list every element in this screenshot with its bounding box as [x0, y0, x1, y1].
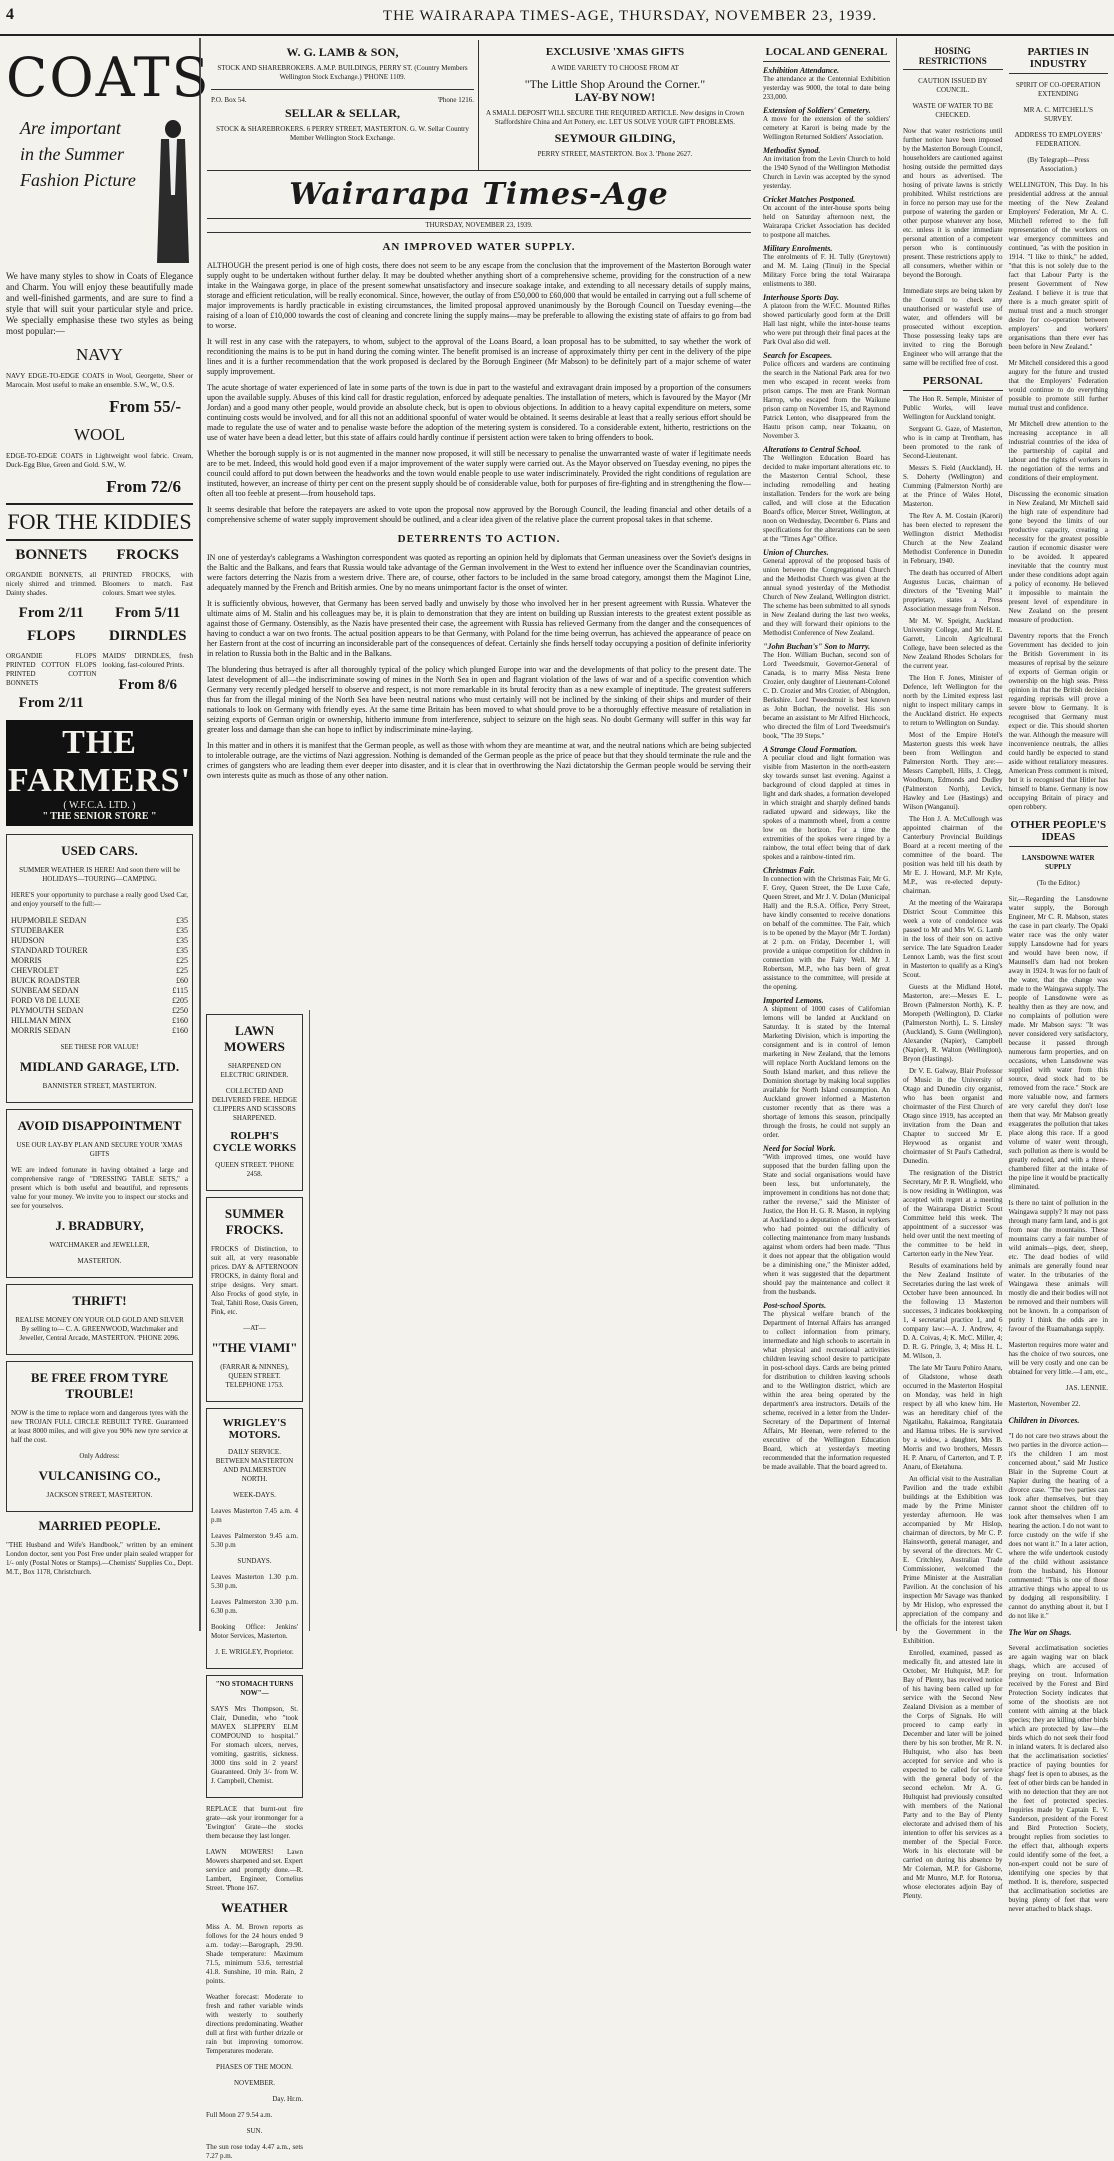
rolph-addr: QUEEN STREET. 'PHONE 2458. [215, 1161, 294, 1178]
local-item-heading: Military Enrolments. [763, 244, 833, 253]
avoid-text: WE are indeed fortunate in having obtained a large and comprehensive range of "DRESSING TABLE SETS," a present which is both useful and beautiful, and represents value for your money. We invite you to inspect our stocks and see for yourselves. [11, 1166, 188, 1210]
farmers-name: THE FARMERS' [8, 724, 192, 799]
sun-line: The sun rose today 4.47 a.m., sets 7.27 p.m. [206, 2143, 303, 2160]
local-item-text: On account of the inter-house sports being held on Saturday afternoon next, the Wairarapa Cricket Association has decided to postpone all matches. [763, 204, 890, 239]
personal-item: Most of the Empire Hotel's Masterton guests this week have been from Wellington and Palmerston North. They are:—Messrs Campbell, Hills, J. Clegg, Woodburn, Edmonds and Dudley (Palmerston North), Levick, Hawley and Lee (Hastings) and Wilson (Wanganui). [903, 731, 1003, 811]
local-item-heading: "John Buchan's" Son to Marry. [763, 642, 871, 651]
ideas-editor: (To the Editor.) [1036, 879, 1080, 887]
married-ad [6, 1518, 193, 1577]
wrigley-office: Booking Office: Jenkins' Motor Services, Masterton. [211, 1623, 298, 1640]
hosing-title: HOSING RESTRICTIONS [903, 46, 1003, 70]
car-model: STANDARD TOURER [11, 946, 88, 955]
summer-frocks-at: —AT— [243, 1324, 266, 1332]
column-1 [0, 38, 211, 1631]
tyre-addr: Only Address: [79, 1452, 120, 1460]
wrigley-title: WRIGLEY'S MOTORS. [222, 1417, 287, 1441]
viami-name: "THE VIAMI" [211, 1340, 298, 1355]
thrift-ad [6, 1284, 193, 1355]
weather-title: WEATHER [221, 1900, 288, 1915]
top-ads [207, 40, 751, 171]
car-price: £60 [176, 976, 188, 985]
industry-p1: WELLINGTON, This Day. In his presidential address at the annual meeting of the New Zealand Employers' Federation, Mr A. C. Mitchell referred to the full representation of the workers on war emergency committees and continued, "as with the position in 1914. "I like to think," he added, "that this is not solely due to the fact that Labour Party is the present Government of New Zealand. I believe it is true that there is a much greater spirit of mutual trust and a much stronger desire for co-operation between employers' and workers' organisations than there ever has been before in New Zealand." [1008, 181, 1108, 351]
personal-item: Results of examinations held by the New Zealand Institute of Secretaries during the last week of October have been announced. In the following 13 Masterton successes, 3 indicates bookkeeping 1, 4 secretarial practice 1, and 6 company law:—A. J. Andrew, 4; D. A. Coivas, 4; K. McC. Miller, 4; D. R. G. Pringle, 3, 4; Miss H. L. M. Wilson, 3. [903, 1262, 1003, 1360]
avoid-sub: USE OUR LAY-BY PLAN AND SECURE YOUR 'XMAS GIFTS [16, 1141, 183, 1158]
local-item-text: An invitation from the Levin Church to hold the 1940 Synod of the Wellington Methodist Church in Levin was accepted by the synod yesterday. [763, 155, 890, 190]
wrigley-weekdays: WEEK-DAYS. [233, 1491, 276, 1499]
local-item-text: The Wellington Education Board has decided to make important alterations etc. to the Masterton Central School, these including remodelling and heating installation. Tenders for the work are being called, and will close at the Education Board's office, Mercer Street, Wellington, at noon on Wednesday, December 6. Plans and specifications for the alterations can be seen at the "Times Age" Office. [763, 454, 890, 543]
car-model: HILLMAN MINX [11, 1016, 72, 1025]
vulcanising-name: VULCANISING CO., [38, 1468, 161, 1483]
editorial-2-p3: The blundering thus betrayed is after all thoroughly typical of the policy which plunged Europe into war and the developments of that policy to the present date. The latest development of all—the indiscriminate sowing of mines in the North Sea in open and flagrant violation of the laws of war and of a specific convention which Germany very recently pledged herself to observe and respect, is not more remarkable in its brutal ferocity than as a new example of ineptitude. The greatest sufferers thus far from the illegal mining of the North Sea have been neutral nations who must certainly will not be inclined by the sinking of their ships and murder of their nationals to look on Germany with friendly eyes. At the same time Britain has been moved to what should prove to be a thoroughly effective measure of retaliation in seizing exports of German origin or ownership, hitherto immune from interference, subject to seizure on the high seas. No doubt Germany will suffer in this way far greater loss and damage than she can hope to inflict by indiscriminate mine-laying. [207, 665, 751, 734]
flops-heading: FLOPS [27, 628, 76, 644]
local-item-heading: Post-school Sports. [763, 1301, 827, 1310]
personal-items [903, 395, 1003, 1901]
editorial-2-p4: In this matter and in others it is manifest that the German people, as well as those with whom they are meantime at war, and the neutral nations which are being subjected to intolerable outrage, are the victims of Nazi aggression. Nothing is demanded of the German people as the price of peace but that they should terminate the rule and the crimes of gangsters who are leading them ever deeper into disaster, and it is clear that in overthrowing the Nazi dictatorship the German people would be serving their own interests quite as much as those of any other nation. [207, 741, 751, 780]
tyre-ad [6, 1361, 193, 1512]
shags-heading: The War on Shags. [1008, 1628, 1072, 1637]
industry-sub2: MR A. C. MITCHELL'S SURVEY. [1023, 106, 1094, 123]
farmers-sub: ( W.F.C.A. LTD. ) [63, 800, 136, 811]
car-price: £25 [176, 966, 188, 975]
page-header [0, 0, 1114, 36]
editorial-column [200, 38, 757, 1631]
car-row [11, 1026, 188, 1036]
used-cars-foot: SEE THESE FOR VALUE! [60, 1043, 139, 1051]
replace-ad: REPLACE that burnt-out fire grate—ask your ironmonger for a 'Ewington' Grate—the stocks them because they last longer. [206, 1805, 303, 1840]
midland-address: BANNISTER STREET, MASTERTON. [42, 1082, 157, 1090]
wool-heading: WOOL [74, 425, 125, 444]
farmers-tagline: " THE SENIOR STORE " [42, 811, 157, 822]
car-row [11, 946, 188, 956]
industry-p4: Discussing the economic situation in New Zealand, Mr Mitchell said the high rate of expenditure had gone beyond the limits of our productive capacity, creating a necessity for the greatest possible caution if economic disaster were to be avoided. It appeared inevitable that the country must under these conditions adopt again a policy of economy. He believed it impossible to maintain the present level of expenditure in New Zealand on the present measure of production. [1008, 490, 1108, 624]
hosing-personal [903, 40, 1003, 1921]
car-price: £205 [172, 996, 188, 1005]
local-item-heading: Interhouse Sports Day. [763, 293, 839, 302]
bradbury-name: J. BRADBURY, [55, 1218, 144, 1233]
viami-sub: (FARRAR & NINNES), QUEEN STREET. TELEPHONE 1753. [220, 1363, 289, 1389]
car-price: £35 [176, 926, 188, 935]
personal-item: The resignation of the District Secretary, Mr P. R. Wingfield, who is now residing in Wellington, was accepted with regret at a meeting of the Wairarapa District Scout Committee held this week. The appointment of a successor was held over until the next meeting of the committee to be held in Carterton early in the New Year. [903, 1169, 1003, 1258]
editorial-2-p2: It is sufficiently obvious, however, that Germany has been served badly and unwisely by those who involved her in her present agreement with Russia. Whatever the ultimate aims of M. Stalin and his colleagues may be, it is plain to demonstration that they are intent on building up Russian interests to the greatest extent possible as against those of Germany. Ostensibly, as the Nazis have presented their case, the agreement with Russia has relieved Germany from the danger and the consequences of having to conduct a war on two fronts. The actual position appears to be that Germany, with Poland for the time being overrun, has achieved the appearance of peace on her Eastern front at the cost of incurring an inconsiderable part of the consequences of defeat. Certainly she finds herself today occupying a position of definite inferiority in relation to Russia both in the Baltic and in the Balkans. [207, 599, 751, 658]
local-item-heading: Imported Lemons. [763, 996, 824, 1005]
lawnmowers-ad: LAWN MOWERS! Lawn Mowers sharpened and set. Expert service and promptly done.—R. Lambert, Engineer, Cornelius Street. 'Phone 167. [206, 1848, 303, 1892]
local-item-text: A move for the extension of the soldiers' cemetery at Karori is being made by the Wellington Returned Soldiers' Association. [763, 115, 890, 141]
industry-p3: Mr Mitchell drew attention to the increasing acceptance in all industrial countries of the idea of the partnership of capital and labour and the rights of workers in the negotiation of the terms and conditions of their employment. [1008, 420, 1108, 482]
car-row [11, 916, 188, 926]
xmas-text: A SMALL DEPOSIT WILL SECURE THE REQUIRED ARTICLE. New designs in Crown Staffordshire China and Art Pottery, etc. LET US SOLVE YOUR GIFT PROBLEMS. [485, 109, 745, 126]
shags-text: Several acclimatisation societies are again waging war on black shags, which are accused of preying on trout. Information received by the Forest and Bird Protection Society indicates that some of the shootists are not content with aiming at the black species; they are killing other birds which are protected by law—the birds which do not seek their food in inland waters. It is declared also that the acclimatisation societies' practice of paying bounties for shags' feet is open to abuses, as the feet of other birds can be handed in with no detection that they are not the feet of protected species. Inquiries made by Captain E. V. Sanderson, president of the Forest and Bird Protection Society, brought replies from societies to the effect that, although experts could identify some of the feet, a non-expert could not be sure of identifying one species by that method. It is, therefore, suspected that acclimatisation societies are buying plenty of feet that were never attached to black shags. [1008, 1644, 1108, 1913]
personal-item: The Rev A. M. Costain (Karori) has been elected to represent the Wellington district Methodist Church at the New Zealand Methodist Conference in Dunedin in February, 1940. [903, 512, 1003, 565]
car-price: £35 [176, 916, 188, 925]
local-general-column [757, 38, 897, 1631]
moon-title: PHASES OF THE MOON. [216, 2063, 293, 2071]
frocks-heading: FROCKS [116, 547, 179, 563]
wool-price: From 72/6 [106, 477, 181, 496]
gilding-name: SEYMOUR GILDING, [554, 131, 676, 145]
personal-item: The late Mr Tauru Pohiro Anaru, of Gladstone, whose death occurred in the Masterton Hospital on Monday, was held in high respect by all who knew him. He was an hereditary chief of the Ngatikahu, Rakaimoa, Rangitataia and Hamua tribes. He is survived by a widow, a daughter, Mrs B. Morris and two brothers, Messrs H. P. Anaru, of Carterton, and T. P. Anaru, of Eketahuna. [903, 1364, 1003, 1471]
sun-title: SUN. [246, 2127, 263, 2135]
car-row [11, 966, 188, 976]
local-item-text: The physical welfare branch of the Department of Internal Affairs has arranged to collect information from primary, intermediate and high schools to ascertain in what physical and recreational activities children leaving school desire to participate in post-school days. Cards are being printed for distribution to children leaving schools and to the Wellington district, which are within the area being operated by the department's area instructors. Details of the scheme, received in a letter from the Under-Secretary of the Department of Internal Affairs, Mr Heenan, were referred to the executive of the Wellington Education Board, which at yesterday's meeting recommended that the information requested be made available. That the board agreed to. [763, 1310, 890, 1471]
farmers-logo [6, 720, 193, 826]
local-item-heading: Christmas Fair. [763, 866, 816, 875]
right-column [897, 38, 1114, 1913]
personal-item: The Hon J. A. McCullough was appointed chairman of the Canterbury Provincial Buildings Board at a recent meeting of the committee of the board. The position was held till his death by Mr E. J. Howard, M.P. Mr Kyle, M.P., was re-elected deputy-chairman. [903, 815, 1003, 895]
local-item-text: A peculiar cloud and light formation was visible from Masterton in the north-eastern sky towards sunset last evening. Against a background of cloud dappled at times in light and dark shades, a formation developed in which straight and sharply defined bands radiated upward and sideways, like the spokes of a mammoth wheel, from a centre low on the horizon. For a time the extremities of the spokes were ringed by a rainbow, the total effect being that of dark spokes and a rainbow-tinted rim. [763, 754, 890, 861]
editorial-1-p1: ALTHOUGH the present period is one of high costs, there does not seem to be any escape from the conclusion that the improvement of the Masterton Borough water supply ought to be undertaken without further delay. It may be doubted whether anything short of a comprehensive scheme, providing for the construction of a new intake in the Waingawa gorge, in place of the present somewhat unsatisfactory and insecure soakage intake, and extending to all necessary details of supply mains, storage and efficient reticulation, will be really economical. Since, however, the outlay of from £50,000 to £60,000 that would be entailed in carrying out a full scheme of major improvements is hardly practicable in existing circumstances, the limited proposal approved unanimously by the Borough Council on Tuesday evening—the raising of a loan of £10,000 towards the cost of cleaning and concrete lining the supply mains—may be preferable to allowing the existing state of affairs to go from bad to worse. [207, 261, 751, 330]
married-text: "THE Husband and Wife's Handbook," written by an eminent London doctor, sent you Post Free under plain sealed wrapper for 1/- only (Postal Notes or Stamps).—Chemists' Supplies Co., Dept. M.T., Box 1178, Christchurch. [6, 1541, 193, 1576]
car-model: HUPMOBILE SEDAN [11, 916, 87, 925]
car-model: FORD V8 DE LUXE [11, 996, 80, 1005]
hosing-sub2: WASTE OF WATER TO BE CHECKED. [912, 102, 993, 119]
divorce-heading: Children in Divorces. [1008, 1416, 1080, 1425]
car-model: SUNBEAM SEDAN [11, 986, 79, 995]
page-number: 4 [6, 6, 14, 23]
dirndles-heading: DIRNDLES [108, 628, 187, 644]
wrigley-sundays: SUNDAYS. [237, 1557, 272, 1565]
personal-item: Dr V. E. Galway, Blair Professor of Music in the University of Otago and Dunedin city organist, who has been organist and choirmaster of the First Church of Otago since 1919, has accepted an invitation from the Dean and Chapter to succeed Mr E. Heywood as organist and choirmaster of St Paul's Cathedral, Dunedin. [903, 1067, 1003, 1165]
local-item-text: General approval of the proposed basis of union between the Congregational Church and the Methodist Church was given at the annual synod yesterday of the Methodist Church of New Zealand, Wellington district. The scheme has been submitted to all synods in New Zealand during the last two weeks, and they will forward their opinions to the Methodist Conference of New Zealand. [763, 557, 890, 637]
vulcanising-street: JACKSON STREET, MASTERTON. [46, 1491, 153, 1499]
moon-full: Full Moon 27 9.54 a.m. [206, 2111, 273, 2119]
local-item-text: The attendance at the Centennial Exhibition yesterday was 9000, the total to date being 233,000. [763, 75, 890, 101]
local-item-text: "With improved times, one would have supposed that the burden falling upon the State and social organisations would have been less, but unfortunately, the improvement in conditions has not done that; rather the reverse," said the Minister of Justice, the Hon H. G. R. Mason, in replying at Auckland to a deputation of social workers who had pointed out the difficulty of collecting maintenance from many husbands against whom orders had been made. "Thus it does not appear that the obligation would be a diminishing one," the Minister added, when it was suggested that the department should pay the maintenance and collect it from the husbands. [763, 1153, 890, 1296]
xmas-title: EXCLUSIVE 'XMAS GIFTS [545, 46, 685, 58]
xmas-ad [479, 40, 751, 170]
local-item-heading: Need for Social Work. [763, 1144, 836, 1153]
dirndles-text: MAIDS' DIRNDLES, fresh looking, fast-coloured Prints. [102, 652, 193, 669]
editorial-1-p3: The acute shortage of water experienced of late in some parts of the town is due in part to the wasteful and extravagant drain imposed by a proportion of the consumers upon the available supply. Abuses of this kind call for drastic regulation, enforced by adequate penalties. The installation of meters, which is favoured by the Mayor (Mr Jordan) and a good many other people, would provide an absolute check, but is open to obvious objections. In addition to a heavy capital expenditure on meters, some continuing costs would be involved, and for all this not an additional spoonful of water would be obtained. It seems desirable at least that a really serious effort should be made to regulate the use of water and to penalise waste before the adoption of the metering system is considered. To a considerable extent, hitherto, restrictions on the use of water have been a dead letter, but this state of affairs could hardly continue if persistent action were taken to bring offenders to book. [207, 383, 751, 442]
industry-title: PARTIES IN INDUSTRY [1009, 46, 1109, 74]
personal-item: Mr M. W. Speight, Auckland University College, and Mr H. E. Garrett, Lincoln Agricultural College, have been selected as the New Zealand Rhodes Scholars for the current year. [903, 617, 1003, 670]
local-item-text: A shipment of 1000 cases of Californian lemons will be landed at Auckland on Saturday. It is stated by the Internal Marketing Division, which is importing the consignment and is in control of lemon marketing in New Zealand, that the lemons will replace North Auckland lemons on the South Island market, and thus relieve the Dominion shortage by making local supplies available for North Island consumption. An Auckland grower informed a Masterton customer recently that as there was a shortage of lemons this season, principally through the frosts, he could not supply an order. [763, 1005, 890, 1139]
woman-illustration [153, 115, 193, 265]
car-price: £160 [172, 1026, 188, 1035]
car-model: STUDEBAKER [11, 926, 64, 935]
local-item-text: Police officers and wardens are continuing the search in the National Park area for two men who escaped in recent weeks from prison camps. The men are Frank Norman Harrop, who escaped from the Waikune prison camp on November 15, and Raymond Patrick Lenton, who disappeared from the Hautu prison camp, near Tokaanu, on November 3. [763, 360, 890, 440]
navy-heading: NAVY [76, 345, 123, 364]
ideas-title: OTHER PEOPLE'S IDEAS [1009, 819, 1109, 847]
car-price: £25 [176, 956, 188, 965]
car-model: CHEVROLET [11, 966, 59, 975]
used-cars-title: USED CARS. [61, 843, 138, 858]
car-price-list [11, 916, 188, 1036]
local-item-heading: Union of Churches. [763, 548, 829, 557]
masthead-line: THE WAIRARAPA TIMES-AGE, THURSDAY, NOVEMBER 23, 1939. [382, 8, 878, 24]
hosing-p1: Now that water restrictions until further notice have been imposed by the Masterton Borough Council, householders are cautioned against hosing outside the permitted days and hours as advertised. The hosing of private lawns is strictly prohibited. Whilst restrictions are in force no person may use for the purpose of watering the garden or other purpose whatever any hose, etc. unless it is under immediate personal attention of a competent person who is continuously present. These restrictions apply to all consumers, whether within or beyond the Borough. [903, 127, 1003, 279]
personal-item: Enrolled, examined, passed as medically fit, and attested late in October, Mr Hultquist, M.P. for Bay of Plenty, has received notice of his having been called up for service with the Second New Zealand Division as a member of the Corps of Signals. He will proceed to camp early in December and later will be joined there by his son brother, Mr R. N. Hultquist, who also has been accepted for service and who is expected to be called for service with the general body of the second echelon. Mr A. G. Hultquist had previously consulted with members of the National Party and to the Bay of Plenty electorate and advised them of his intention to offer his services as a member of the Special Force. Work in his electorate will be carried on during his absence by Mr Coleman, M.P. for Gisborne, and Mr Munro, M.P. for Rotorua, whose electorates adjoin Bay of Plenty. [903, 1649, 1003, 1900]
bonnets-text: ORGANDIE BONNETS, all nicely shirred and trimmed. Dainty shades. [6, 571, 97, 597]
xmas-sub: A WIDE VARIETY TO CHOOSE FROM AT [551, 64, 679, 72]
stomach-ad [206, 1675, 303, 1798]
rolph-name: ROLPH'S CYCLE WORKS [212, 1130, 297, 1154]
car-row [11, 1016, 188, 1026]
industry-p2: Mr Mitchell considered this a good augury for the future and trusted that the Employers' Federation would continue to do everything possible to promote still further mutual trust and confidence. [1008, 359, 1108, 412]
industry-byline: (By Telegraph—Press Association.) [1027, 156, 1090, 173]
tyre-title: BE FREE FROM TYRE TROUBLE! [30, 1370, 169, 1401]
personal-item: At the meeting of the Wairarapa District Scout Committee this week a vote of condolence was passed to Mr and Mrs W. G. Lamb in the loss of their son on active service. The late Squadron Leader Lennox Lamb, was the first scout in Masterton to qualify as a King's Scout. [903, 899, 1003, 979]
sellar-phone: 'Phone 1216. [437, 96, 474, 104]
local-item-heading: Methodist Synod. [763, 146, 821, 155]
stomach-title: "NO STOMACH TURNS NOW"— [215, 1680, 294, 1697]
car-price: £160 [172, 1016, 188, 1025]
moon-dayhr: Day. Hr.m. [272, 2095, 303, 2103]
flops-price: From 2/11 [18, 695, 84, 711]
broker-ads [207, 40, 479, 170]
summer-frocks-text: FROCKS of Distinction, to suit all, at very reasonable prices. DAY & AFTERNOON FROCKS, in dainty floral and stripe designs. Very smart. Also Frocks of good style, in Teal, Tahiti Rose, Oasis Green, Pink, etc. [211, 1245, 298, 1316]
used-cars-intro: HERE'S your opportunity to purchase a really good Used Car, and enjoy yourself to the full:— [11, 891, 188, 908]
ideas-p3: Masterton requires more water and has the choice of two sources, one will be very costly and one can be obtained for very little.—I am, etc., [1008, 1341, 1108, 1376]
mowers-text: COLLECTED AND DELIVERED FREE. HEDGE CLIPPERS AND SCISSORS SHARPENED. [211, 1087, 298, 1122]
bradbury-town: MASTERTON. [77, 1257, 122, 1265]
tagline-3: Fashion Picture [20, 170, 136, 190]
frocks-price: From 5/11 [115, 605, 181, 621]
editorial-2-p1: IN one of yesterday's cablegrams a Washington correspondent was quoted as reporting an opinion held by diplomats that German uneasiness over the Soviet's designs in the Baltic and the Balkans, and fears that Russia would take advantage of the German involvement in the West to extend her influence over the Scandinavian countries, were factors deterring the Nazis from a western drive. There are, of course, other factors to be included in the same broad category, amongst them the Maginot Line, adequately manned by the French and British armies. One by no means unimportant factor is the onset of winter. [207, 553, 751, 592]
car-price: £250 [172, 1006, 188, 1015]
car-row [11, 956, 188, 966]
industry-sub: SPIRIT OF CO-OPERATION EXTENDING [1015, 81, 1101, 98]
car-row [11, 926, 188, 936]
avoid-title: AVOID DISAPPOINTMENT [17, 1118, 182, 1133]
tagline-2: in the Summer [20, 144, 124, 164]
local-item-text: A platoon from the W.F.C. Mounted Rifles showed particularly good form at the Drill Hall last night, while the inter-house teams who were put through their final paces at the Park Oval also did well. [763, 302, 890, 346]
car-model: BUICK ROADSTER [11, 976, 81, 985]
tagline-1: Are important [20, 118, 121, 138]
lamb-name: W. G. LAMB & SON, [286, 45, 399, 59]
mowers-sub: SHARPENED ON ELECTRIC GRINDER. [220, 1062, 289, 1079]
editorial-1-p4: Whether the borough supply is or is not augmented in the manner now proposed, it will still be necessary to penalise the unwarranted waste of water if legitimate needs are to be met. Indeed, this would hold good even if a major improvement of the water supply were carried out. As the Mayor observed on Tuesday evening, no pipes the council could afford to put down between the headworks and the town would enable people to use water indiscriminately. Provided the right conditions of regulation are instituted, however, an increase of thirty per cent on the present supply should be of considerable value, both for purposes of fire-fighting and in strengthening the flow—often all too feeble at present—from household taps. [207, 449, 751, 498]
personal-item: The Hon F. Jones, Minister of Defence, left Wellington for the north by the Limited express last night to inspect military camps in the Auckland district. He expects to return to Wellington on Sunday. [903, 674, 1003, 727]
car-row [11, 986, 188, 996]
weather-forecast: Weather forecast: Moderate to fresh and rather variable winds with westerly to southerly directions predominating. Weather dull at first with further drizzle or rain but improving tomorrow. Temperatures moderate. [206, 1993, 303, 2055]
navy-price: From 55/- [109, 397, 181, 416]
moon-month: NOVEMBER. [233, 2079, 276, 2087]
local-item-text: The enrolments of F. H. Tully (Greytown) and M. M. Laing (Tinui) in the Special Military Force bring the total Wairarapa enlistments to 380. [763, 253, 890, 288]
divorce-text: "I do not care two straws about the two parties in the divorce action—it's the children I am most concerned about," said Mr Justice Blair in the Supreme Court at Napier during the hearing of a divorce case. "The two parties can look after themselves, but they cannot shoot the children off to look after themselves when I am hearing the action. I do not want to force custody on the wife if she does not want it." In a later action, where the wife undertook custody of the child without assistance from the husband, his Honour commented: "This is one of those attractive things who appeal to us by dodging all responsibility. I cannot do anything about it, but I do not like it." [1008, 1432, 1108, 1620]
personal-title: PERSONAL [903, 375, 1003, 391]
local-item-heading: A Strange Cloud Formation. [763, 745, 858, 754]
used-cars-sub: SUMMER WEATHER IS HERE! And soon there will be HOLIDAYS—TOURING—CAMPING. [19, 866, 180, 883]
car-model: MORRIS [11, 956, 42, 965]
local-item-heading: Alterations to Central School. [763, 445, 862, 454]
industry-ideas [1009, 40, 1109, 1921]
local-item-heading: Cricket Matches Postponed. [763, 195, 856, 204]
bradbury-trade: WATCHMAKER and JEWELLER, [49, 1241, 150, 1249]
ideas-date: Masterton, November 22. [1008, 1400, 1081, 1408]
flops-text: ORGANDIE FLOPS PRINTED COTTON FLOPS PRINTED COTTON BONNETS [6, 652, 97, 687]
local-item-heading: Exhibition Attendance. [763, 66, 840, 75]
personal-item: Guests at the Midland Hotel, Masterton, are:—Messrs E. L. Brown (Palmerston North), K. P. Morepeth (Wellington), D. Clarke (Palmerston North), L. S. Linsley (Auckland), S. Gunn (Wellington), Alexander (Napier), Campbell (Napier), R. Walton (Wellington), Bryon (Hastings). [903, 983, 1003, 1063]
xmas-layby: LAY-BY NOW! [574, 90, 656, 104]
summer-frocks-title: SUMMER FROCKS. [224, 1206, 285, 1237]
editorial-1-p2: It will rest in any case with the ratepayers, to whom, subject to the approval of the Loans Board, a loan proposal has to be submitted, to say whether the work of reconditioning the mains is to be put in hand during the coming winter. The benefit promised is an increase of approximately thirty per cent in the delivery of the pipe lines and it is a further recommendation that the work proposed is declared by the Borough Engineer (Mr Mabson) to be definitely part of a major scheme of water supply improvement. [207, 337, 751, 376]
ideas-p1: Sir,—Regarding the Lansdowne water supply, the Borough Engineer, Mr C. R. Mabson, states the case in part clearly. The Opaki water race was the only water supply Lansdowne had for years and would have been now, if Maunsell's dam had not broken away in 1924. It was for no fault of the water, that the change was made to the Waingawa supply. The people of Lansdowne were as healthy then as they are now, and no complaints of pollution were made. Mr Mabson says: "It was never considered very satisfactory, because it passed through numerous farm properties, and on occasions, when Lansdowne was supplied with water from this source, dead stock had to be removed from the race." Stock are more valuable now, and farmers are very careful they don't lose them that way. Mr Mabson greatly exaggerates the pollution that takes place along this race. If a good volume of water went through, such pollution as there is would be greatly reduced, and with a three-chambered filter at the intake of the pipe line it would be practically eliminated. [1008, 895, 1108, 1191]
sellar-name: SELLAR & SELLAR, [284, 106, 401, 120]
car-model: PLYMOUTH SEDAN [11, 1006, 84, 1015]
hosing-p2: Immediate steps are being taken by the Council to check any unauthorised or wasteful use of water, and offenders will be prosecuted without exception. Those possessing leaky taps are invited to ring the Borough Engineer who will arrange that the same will be rectified free of cost. [903, 287, 1003, 367]
mowers-title: LAWN MOWERS [224, 1023, 285, 1054]
car-price: £115 [172, 986, 188, 995]
thrift-text: REALISE MONEY ON YOUR OLD GOLD AND SILVER By selling to— C. A. GREENWOOD, Watchmaker and Jeweller, Central Arcade, MASTERTON. 'PHONE 2096. [15, 1316, 184, 1342]
thrift-title: THRIFT! [72, 1293, 127, 1308]
car-row [11, 976, 188, 986]
wool-text: EDGE-TO-EDGE COATS in Lightweight wool fabric. Cream, Duck-Egg Blue, Green and Gold. S.W., W. [6, 452, 193, 469]
local-items [763, 66, 890, 1472]
ideas-sig: JAS. LENNIE. [1065, 1384, 1108, 1392]
hosing-sub: CAUTION ISSUED BY COUNCIL. [918, 77, 988, 94]
frocks-text: PRINTED FROCKS, with Bloomers to match. Fast colours. Smart wee styles. [102, 571, 193, 597]
local-item-text: The Hon. William Buchan, second son of Lord Tweedsmuir, Governor-General of Canada, is to marry Miss Nesta Irene Crozier, only daughter of Lieutenant-Colonel C. D. Crozier and Mrs Crozier, of Abingdon, Berkshire. Lord Tweedsmuir is best known as John Buchan, the novelist. His son became an assistant to Mr Alfred Hitchcock, who directed the film of Lord Tweedsmuir's book, "The 39 Steps." [763, 651, 890, 740]
wrigley-sub: DAILY SERVICE. BETWEEN MASTERTON AND PALMERSTON NORTH. [215, 1448, 294, 1483]
bonnets-price: From 2/11 [18, 605, 84, 621]
lamb-text: STOCK AND SHAREBROKERS. A.M.P. BUILDINGS, PERRY ST. (Country Members Wellington Stock Exchange.) 'PHONE 1109. [217, 64, 468, 81]
kiddies-heading: FOR THE KIDDIES [6, 503, 193, 541]
used-cars-ad [6, 834, 193, 1103]
personal-item: An official visit to the Australian Pavilion and the trade exhibit buildings at the Exhibition was made by the Prime Minister yesterday afternoon. He was accompanied by Mr Hislop, chairman of directors, by Mr C. P. Hainsworth, general manager, and by several of the directors. Mr C. E. Critchley, Australian Trade Commissioner, welcomed the Prime Minister at the Australian Pavilion. At the conclusion of his inspection Mr Savage was thanked by Mr Hislop, who expressed the appreciation of the company and the officials for the interest taken by the Government in the Exhibition. [903, 1475, 1003, 1645]
car-price: £35 [176, 946, 188, 955]
editorial-date: THURSDAY, NOVEMBER 23, 1939. [207, 218, 751, 233]
wrigley-s2: Leaves Palmerston 3.30 p.m. 6.30 p.m. [211, 1598, 298, 1615]
local-item-heading: Extension of Soldiers' Cemetery. [763, 106, 871, 115]
editorial-1-p5: It seems desirable that before the ratepayers are asked to vote upon the proposal now approved by the Borough Council, the leading financial and other details of a comprehensive scheme of water supply improvement should be outlined, and a clear idea given of the relative place the current proposal takes in that scheme. [207, 505, 751, 524]
ideas-p2: Is there no taint of pollution in the Waingawa supply? It may not pass through many farm land, and is got from near the mountains. These mountains carry a fair number of wild animals—pigs, deer, sheep, etc. The dead bodies of wild animals are generally found near water. In the tributaries of the Waingawa these animals will mostly die and their bodies will not be removed and their numbers will not be known. In a comparison of purity I think the odds are in favour of the Ruamahanga supply. [1008, 1199, 1108, 1333]
sellar-text: STOCK & SHAREBROKERS. 6 PERRY STREET, MASTERTON. G. W. Sellar Country Member Wellington Stock Exchange. [216, 125, 469, 142]
car-row [11, 1006, 188, 1016]
weather-text: Miss A. M. Brown reports as follows for the 24 hours ended 9 a.m. today:—Barograph, 29.90. Shade temperature: Maximum 71.5, minimum 53.6, terrestrial 41.8. Sunshine, 10 min. Rain, 2 points. [206, 1923, 303, 1985]
wrigley-w1: Leaves Masterton 7.45 a.m. 4 p.m [211, 1507, 298, 1524]
tyre-text: NOW is the time to replace worn and dangerous tyres with the new TROJAN FULL CIRCLE REBUILT TYRE. Guaranteed at least 8000 miles, and will give you 90% new tyre service at half the cost. [11, 1409, 188, 1444]
car-model: MORRIS SEDAN [11, 1026, 71, 1035]
personal-item: Sergeant G. Gaze, of Masterton, who is in camp at Trentham, has been promoted to the rank of Second-Lieutenant. [903, 425, 1003, 460]
stomach-text: SAYS Mrs Thompson, St. Clair, Dunedin, who "took MAVEX SLIPPERY ELM COMPOUND to hospital." For stomach ulcers, nerves, vomiting, gastritis, sickness. 3000 tins sold in 2 years! Guaranteed. Only 3/- from W. J. Campbell, Chemist. [211, 1705, 298, 1785]
personal-item: Messrs S. Field (Auckland), H. S. Doherty (Wellington) and Cumming (Palmerston North) are at the Prince of Wales Hotel, Masterton. [903, 464, 1003, 508]
local-item-heading: Search for Escapees. [763, 351, 833, 360]
industry-sub3: ADDRESS TO EMPLOYERS' FEDERATION. [1014, 131, 1102, 148]
editorial-2-title: DETERRENTS TO ACTION. [397, 533, 561, 545]
car-row [11, 936, 188, 946]
personal-item: The Hon R. Semple, Minister of Public Works, will leave Wellington for Auckland tonight. [903, 395, 1003, 421]
newspaper-title: Wairarapa Times-Age [289, 177, 669, 212]
coats-intro: We have many styles to show in Coats of Elegance and Charm. You will enjoy these beautifully made and well-finished garments, and are sure to find a style that will suit your particular style and price. We specially emphasise these two styles as being most popular:— [6, 271, 193, 336]
coats-title: COATS [6, 46, 211, 109]
ideas-sub: LANSDOWNE WATER SUPPLY [1021, 854, 1095, 871]
midland-garage: MIDLAND GARAGE, LTD. [19, 1059, 180, 1074]
car-price: £35 [176, 936, 188, 945]
car-row [11, 996, 188, 1006]
bonnets-heading: BONNETS [15, 547, 88, 563]
local-title: LOCAL AND GENERAL [763, 46, 890, 62]
industry-p5: Daventry reports that the French Government has decided to join the British Government in its measures of reprisal by the seizure of exports of German origin or ownership on the high seas. Press opinion in that the British decision regarding reprisals will prove a severe blow to Germany. It is recognised that Germany must expect or die. This should shorten the war. Although the measure will inconvenience neutrals, the allies could hardly be expected to stand aside without retaliatory measures. American Press comment is mixed, but it is recognised that Hitler has himself to blame. Germany is now occupying Britain of piracy and open robbery. [1008, 632, 1108, 811]
gilding-addr: PERRY STREET, MASTERTON. Box 3. 'Phone 2627. [537, 150, 693, 158]
sellar-pobox: P.O. Box 54. [211, 96, 247, 104]
navy-text: NAVY EDGE-TO-EDGE COATS in Wool, Georgette, Sheer or Marocain. Most useful to make an ensemble. S.W., W., O.S. [6, 372, 193, 389]
married-title: MARRIED PEOPLE. [38, 1518, 161, 1533]
wrigley-w2: Leaves Palmerston 9.45 a.m. 5.30 p.m [211, 1532, 298, 1549]
xmas-shop: "The Little Shop Around the Corner." [524, 77, 706, 91]
personal-item: The death has occurred of Albert Augustus Lucas, chairman of directors of the "Evening Mail" proprietary, states a Press Association message from Nelson. [903, 569, 1003, 613]
car-model: HUDSON [11, 936, 45, 945]
local-item-text: In connection with the Christmas Fair, Mr G. F. Grey, Queen Street, the De Luxe Cafe, Queen Street, and Mr J. V. Dolan (Municipal Hall) and the R.S.A. Office, Perry Street, have kindly consented to receive donations on behalf of the committee. The Fair, which is to be opened by the Mayor (Mr T. Jordan) at 2 p.m. on Friday, December 1, will provide a unique competition for children in connection with the Fairy Well. Mr J. Robertson, M.P., who has been of great assistance to the committee, will preside at the opening. [763, 875, 890, 991]
wrigley-prop: J. E. WRIGLEY, Proprietor. [215, 1648, 294, 1656]
wrigley-s1: Leaves Masterton 1.30 p.m. 5.30 p.m. [211, 1573, 298, 1590]
kiddies-grid [6, 547, 193, 712]
coats-advert [6, 46, 211, 826]
editorial-1-title: AN IMPROVED WATER SUPPLY. [382, 241, 576, 253]
avoid-ad [6, 1109, 193, 1278]
dirndles-price: From 8/6 [118, 677, 177, 693]
